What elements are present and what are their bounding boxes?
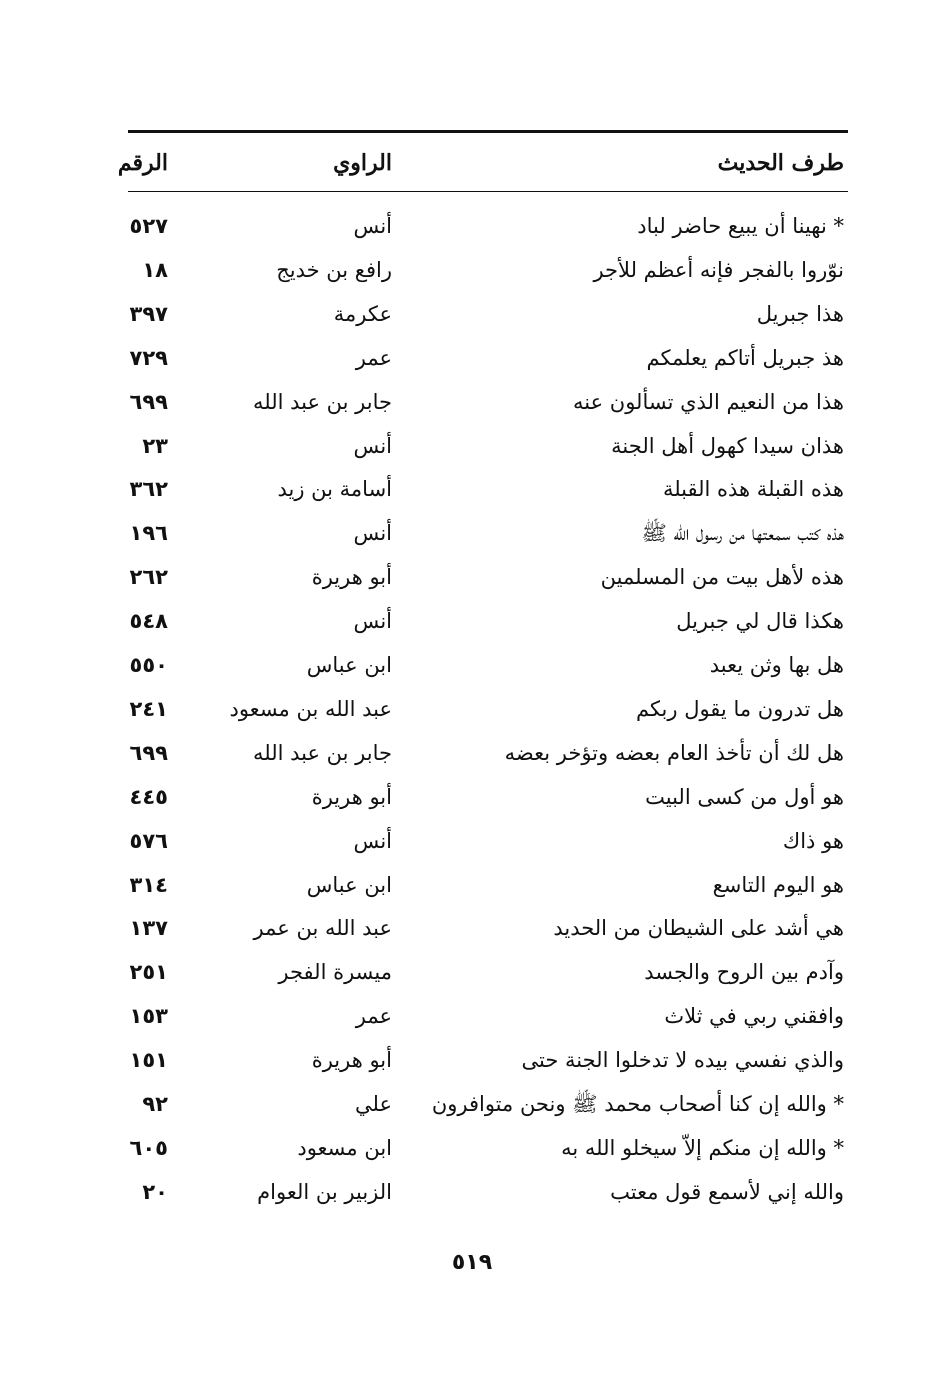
hadith-cell: * والله إن منكم إلاّ سيخلو الله به [561, 1135, 844, 1160]
number-cell: ٦٩٩ [129, 740, 168, 765]
number-cell: ٤٤٥ [129, 784, 168, 809]
table-top-rule [128, 130, 848, 133]
number-cell: ٢٤١ [129, 696, 168, 721]
hadith-cell: هذه كتب سمعتها من رسول الله ﷺ [641, 521, 844, 546]
number-cell: ٢٠ [142, 1179, 168, 1204]
table-row [100, 599, 850, 643]
hadith-cell: هل لك أن تأخذ العام بعضه وتؤخر بعضه [504, 740, 844, 765]
table-row [100, 292, 850, 336]
number-cell: ٥٤٨ [129, 609, 168, 634]
table-row [100, 1126, 850, 1170]
number-cell: ٥٧٦ [129, 828, 168, 853]
hadith-cell: وافقني ربي في ثلاث [664, 1004, 844, 1029]
table-row [100, 643, 850, 687]
table-row [100, 1170, 850, 1214]
table-row [100, 819, 850, 863]
table-row [100, 731, 850, 775]
hadith-cell: هذا جبريل [756, 301, 844, 326]
narrator-cell: أنس [353, 521, 392, 546]
hadith-cell: هو أول من كسى البيت [645, 784, 844, 809]
table-header-row [100, 141, 850, 185]
table-row [100, 204, 850, 248]
number-cell: ٦٠٥ [129, 1135, 168, 1160]
number-cell: ٢٥١ [129, 960, 168, 985]
narrator-cell: ابن عباس [306, 872, 392, 897]
table-row [100, 467, 850, 511]
hadith-cell: هي أشد على الشيطان من الحديد [553, 916, 844, 941]
narrator-cell: ابن مسعود [297, 1135, 392, 1160]
table-row [100, 950, 850, 994]
table-row [100, 775, 850, 819]
number-cell: ٢٦٢ [129, 565, 168, 590]
hadith-cell: هل تدرون ما يقول ربكم [635, 696, 844, 721]
narrator-cell: أبو هريرة [311, 565, 392, 590]
table-row [100, 424, 850, 468]
narrator-cell: أنس [353, 828, 392, 853]
table-row [100, 687, 850, 731]
number-cell: ٢٣ [142, 433, 168, 458]
narrator-cell: عمر [355, 345, 392, 370]
number-cell: ١٥٣ [129, 1004, 168, 1029]
table-row [100, 511, 850, 555]
hadith-cell: هل بها وثن يعبد [709, 653, 844, 677]
hadith-cell: هو ذاك [782, 828, 844, 853]
table-row [100, 248, 850, 292]
narrator-cell: ابن عباس [306, 653, 392, 677]
header-hadith: طرف الحديث [717, 150, 844, 176]
number-cell: ٣١٤ [129, 872, 168, 897]
hadith-cell: * والله إن كنا أصحاب محمد ﷺ ونحن متوافرون [431, 1092, 844, 1116]
narrator-cell: أبو هريرة [311, 1048, 392, 1073]
narrator-cell: الزبير بن العوام [257, 1179, 392, 1204]
hadith-cell: وآدم بين الروح والجسد [644, 960, 844, 985]
narrator-cell: عبد الله بن مسعود [229, 696, 392, 721]
hadith-cell: هذان سيدا كهول أهل الجنة [611, 433, 844, 458]
narrator-cell: عمر [355, 1004, 392, 1029]
number-cell: ٧٢٩ [129, 345, 168, 370]
narrator-cell: أبو هريرة [311, 784, 392, 809]
narrator-cell: عبد الله بن عمر [253, 916, 392, 941]
hadith-cell: هذه لأهل بيت من المسلمين [600, 565, 844, 590]
number-cell: ١٥١ [129, 1048, 168, 1073]
hadith-cell: والله إني لأسمع قول معتب [610, 1179, 844, 1204]
narrator-cell: ميسرة الفجر [278, 960, 392, 985]
table-row [100, 336, 850, 380]
narrator-cell: أسامة بن زيد [277, 477, 392, 502]
narrator-cell: جابر بن عبد الله [252, 389, 392, 414]
page-number: ٥١٩ [451, 1250, 493, 1275]
header-number: الرقم [117, 150, 168, 176]
hadith-cell: هو اليوم التاسع [712, 872, 844, 897]
hadith-cell: هكذا قال لي جبريل [676, 609, 844, 634]
header-underline-rule [128, 191, 848, 192]
table-row [100, 863, 850, 907]
number-cell: ١٣٧ [129, 916, 168, 941]
narrator-cell: أنس [353, 214, 392, 238]
hadith-cell: هذ جبريل أتاكم يعلمكم [646, 345, 844, 370]
table-row [100, 1082, 850, 1126]
table-row [100, 994, 850, 1038]
hadith-cell: * نهينا أن يبيع حاضر لباد [637, 214, 844, 238]
narrator-cell: عكرمة [333, 301, 392, 326]
number-cell: ١٩٦ [129, 521, 168, 546]
number-cell: ٥٥٠ [129, 653, 168, 677]
hadith-cell: هذا من النعيم الذي تسألون عنه [572, 389, 844, 414]
header-narrator: الراوي [333, 150, 392, 176]
table-row [100, 555, 850, 599]
number-cell: ١٨ [142, 257, 168, 282]
narrator-cell: علي [355, 1092, 392, 1116]
table-row [100, 1038, 850, 1082]
narrator-cell: جابر بن عبد الله [252, 740, 392, 765]
narrator-cell: أنس [353, 609, 392, 634]
number-cell: ٣٦٢ [129, 477, 168, 502]
narrator-cell: أنس [353, 433, 392, 458]
number-cell: ٩٢ [142, 1092, 168, 1116]
hadith-cell: هذه القبلة هذه القبلة [662, 477, 844, 502]
hadith-cell: والذي نفسي بيده لا تدخلوا الجنة حتى [521, 1048, 844, 1073]
hadith-cell: نوّروا بالفجر فإنه أعظم للأجر [593, 257, 844, 282]
number-cell: ٣٩٧ [129, 301, 168, 326]
table-row [100, 380, 850, 424]
number-cell: ٥٢٧ [129, 214, 168, 238]
number-cell: ٦٩٩ [129, 389, 168, 414]
narrator-cell: رافع بن خديج [276, 257, 392, 282]
table-row [100, 906, 850, 950]
